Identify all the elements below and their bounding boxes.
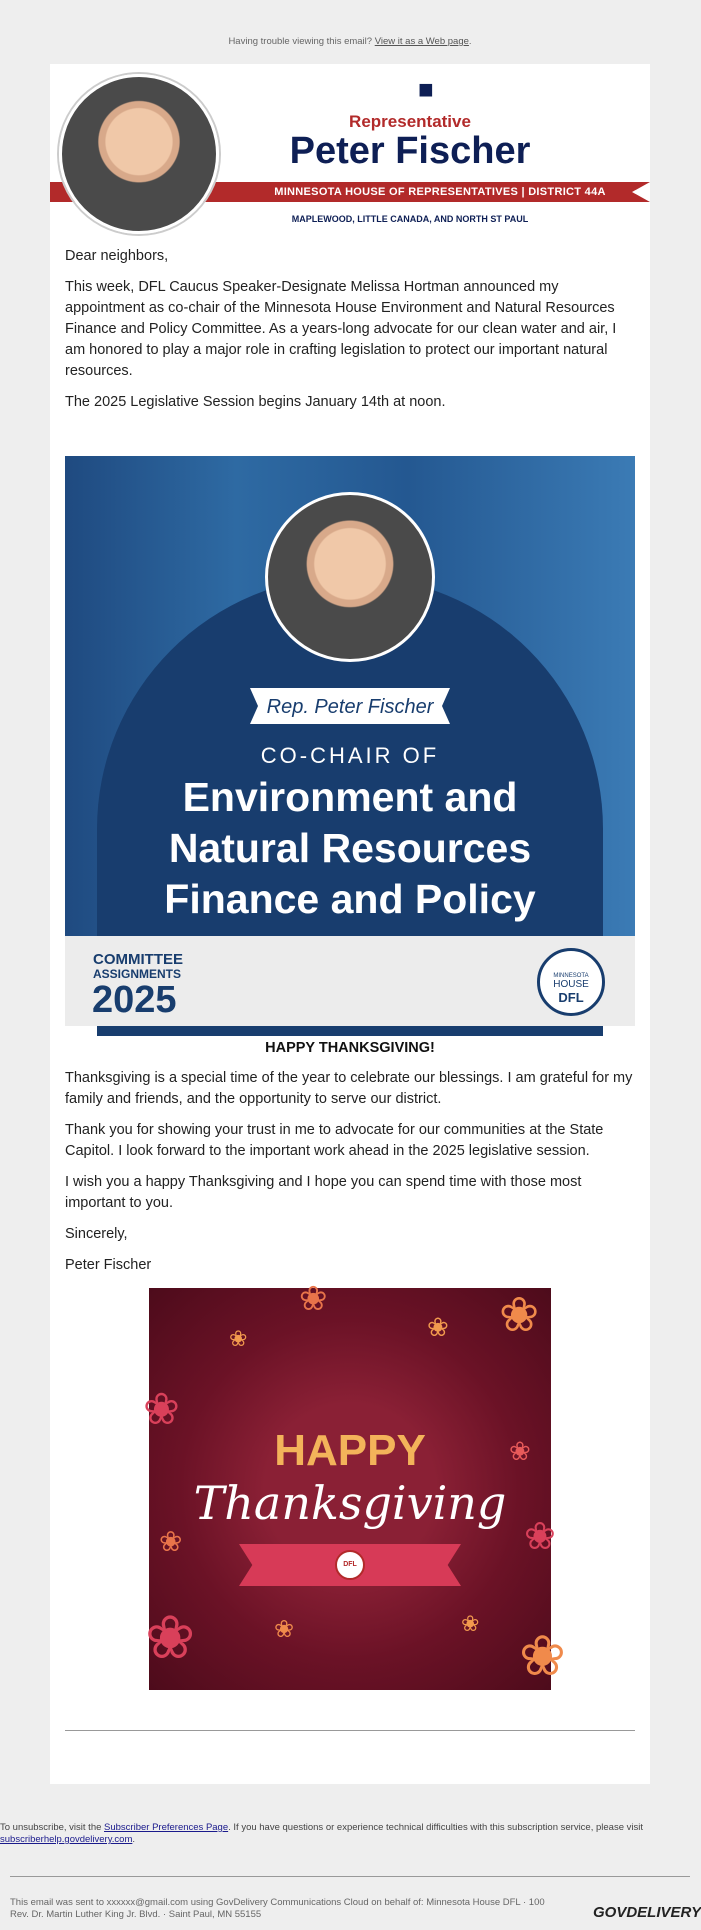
thanksgiving-section — [50, 1040, 650, 1286]
intro-section — [50, 246, 650, 413]
ribbon-text: MINNESOTA HOUSE OF REPRESENTATIVES | DISTRICT 44A — [274, 186, 606, 198]
committee-graphic-bottom — [65, 936, 635, 1026]
email-card — [50, 64, 650, 1784]
leaf-icon: ❀ — [274, 1616, 295, 1643]
committee-graphic — [65, 456, 635, 1026]
unsub-middle: . If you have questions or experience technical difficulties with this subscription service, please visit — [228, 1822, 643, 1833]
view-web-page-link[interactable]: View it as a Web page — [374, 36, 469, 47]
representative-photo — [59, 74, 219, 234]
leaf-icon: ❀ — [229, 1326, 248, 1351]
preheader-period: . — [468, 36, 472, 47]
assignments-label: ASSIGNMENTS — [93, 967, 182, 981]
subscriber-preferences-link[interactable]: Subscriber Preferences Page — [104, 1822, 229, 1833]
leaf-icon: ❀ — [143, 1385, 180, 1434]
thanksgiving-graphic — [143, 1280, 566, 1690]
preheader-text: Having trouble viewing this email? — [228, 36, 375, 47]
year-label: 2025 — [92, 979, 177, 1021]
email-header — [50, 64, 650, 234]
sender-line-2: Rev. Dr. Martin Luther King Jr. Blvd. · Saint Paul, MN 55155 — [10, 1909, 262, 1920]
leaf-icon: ❀ — [427, 1312, 449, 1342]
name-label: Rep. Peter Fischer — [266, 696, 434, 718]
committee-title-line2: Natural Resources — [168, 825, 532, 871]
signature: Peter Fischer — [65, 1257, 152, 1273]
sender-notice — [10, 1897, 590, 1921]
logo-top-text: MINNESOTA — [553, 973, 589, 979]
cochair-text: CO-CHAIR OF — [260, 743, 440, 768]
thanks-paragraph-2: Thank you for showing your trust in me to advocate for our communities at the State Capitol. I look forward to the important work ahead in the 2025 legislative session. — [65, 1122, 604, 1159]
representative-name: Peter Fischer — [289, 130, 531, 172]
leaf-icon: ❀ — [519, 1624, 566, 1687]
session-paragraph: The 2025 Legislative Session begins January 14th at noon. — [65, 394, 446, 410]
logo-bottom-text: DFL — [558, 990, 584, 1005]
subscriber-help-link[interactable]: subscriberhelp.govdelivery.com — [0, 1834, 133, 1845]
sender-line-1: This email was sent to xxxxxx@gmail.com using GovDelivery Communications Cloud on behalf of: Minnesota House DFL · 100 — [10, 1897, 545, 1908]
committee-title-line1: Environment and — [182, 774, 518, 820]
leaf-icon: ❀ — [145, 1604, 196, 1671]
leaf-icon: ❀ — [499, 1289, 540, 1342]
greeting: Dear neighbors, — [65, 248, 169, 264]
leaf-icon: ❀ — [509, 1436, 531, 1466]
dfl-seal: DFL — [335, 1550, 365, 1580]
leaf-icon: ❀ — [299, 1280, 328, 1318]
thanks-paragraph-1: Thanksgiving is a special time of the year to celebrate our blessings. I am grateful for my family and friends, and the opportunity to serve our district. — [65, 1070, 633, 1107]
thanks-paragraph-3: I wish you a happy Thanksgiving and I hope you can spend time with those most important to you. — [65, 1174, 582, 1211]
logo-mid-text: HOUSE — [553, 979, 589, 990]
house-dfl-logo — [537, 948, 605, 1016]
content-divider — [65, 1730, 635, 1731]
thanksgiving-script: Thanksgiving — [193, 1476, 507, 1530]
leaf-icon: ❀ — [461, 1611, 480, 1636]
graphic-photo — [265, 492, 435, 662]
leaf-icon: ❀ — [159, 1526, 183, 1557]
unsub-prefix: To unsubscribe, visit the — [0, 1822, 105, 1833]
intro-paragraph: This week, DFL Caucus Speaker-Designate Melissa Hortman announced my appointment as co-chair of the Minnesota House Environment and Natural Resources Finance and Policy Committee. As a years-long advocate for our clean water and air, I am honored to play a major role in crafting legislation to protect our important natural resources. — [65, 279, 617, 379]
closing: Sincerely, — [65, 1226, 128, 1242]
district-areas: MAPLEWOOD, LITTLE CANADA, AND NORTH ST PAUL — [291, 214, 529, 224]
committee-graphic-top — [65, 456, 635, 936]
thanksgiving-text — [50, 1068, 650, 1276]
govdelivery-logo[interactable]: GOVDELIVERY — [593, 1904, 701, 1921]
thanksgiving-heading: HAPPY THANKSGIVING! — [265, 1040, 435, 1056]
minnesota-map-icon: ■ — [418, 74, 434, 104]
preheader — [0, 0, 700, 64]
footer-divider — [10, 1876, 690, 1877]
committee-title-line3: Finance and Policy — [164, 876, 536, 922]
unsubscribe-notice — [0, 1822, 700, 1846]
unsub-end: . — [132, 1834, 135, 1845]
leaf-icon: ❀ — [524, 1516, 556, 1558]
happy-text: HAPPY — [274, 1426, 426, 1475]
committee-label: COMMITTEE — [93, 951, 183, 968]
title-prefix: Representative — [349, 112, 471, 131]
committee-title — [65, 772, 635, 925]
